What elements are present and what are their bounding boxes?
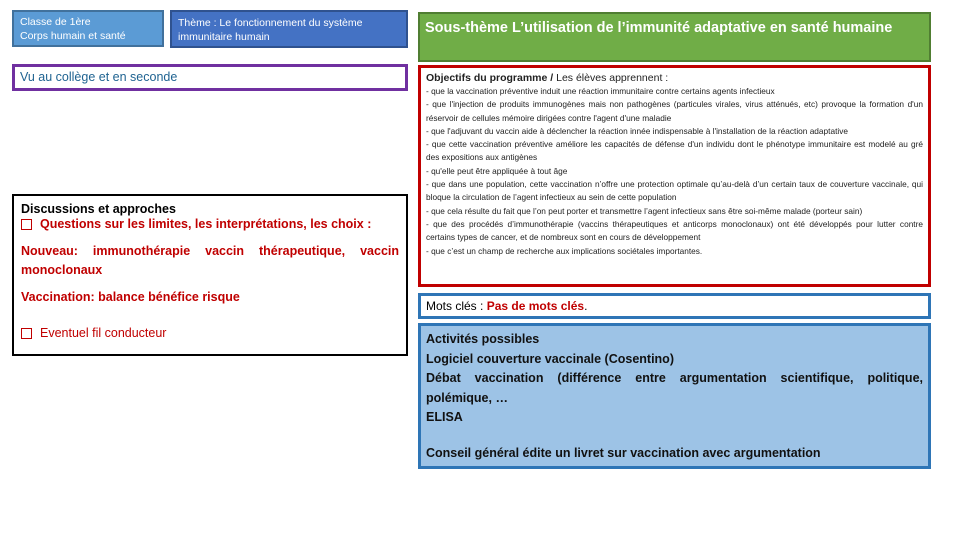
activite-conseil: Conseil général édite un livret sur vaccination avec argumentation: [426, 445, 821, 460]
objectif-item: - que la vaccination préventive induit une réaction immunitaire contre certains agents infectieux: [426, 86, 775, 96]
objectif-item: - que cette vaccination préventive améliore les capacités de défense d'un individu dont le phénotype immunitaire est modelé au gré des expositions aux antigènes: [426, 139, 923, 163]
vu-college-text: Vu au collège et en seconde: [20, 70, 178, 84]
objectifs-box: [418, 65, 931, 287]
questions-text: Questions sur les limites, les interprétations, les choix :: [40, 217, 372, 231]
fil-text: Eventuel fil conducteur: [40, 326, 167, 340]
mots-cles-end: .: [584, 299, 588, 313]
objectif-item: - que l'injection de produits immunogènes mais non pathogènes (particules virales, virus atténués, etc) provoque la formation d'un réservoir de cellules mémoire dirigées contre l'agent d'une maladie: [426, 99, 923, 123]
objectif-item: - que des procédés d’immunothérapie (vaccins thérapeutiques et anticorps monoclonaux) ont été développés pour lutter contre certains types de cancer, et de nombreux sont en cours de développement: [426, 218, 923, 243]
activites-box: [418, 323, 931, 469]
objectif-item: - que c’est un champ de recherche aux implications sociétales importantes.: [426, 245, 703, 256]
objectifs-title: Objectifs du programme /: [426, 72, 554, 84]
mots-cles-value: Pas de mots clés: [486, 299, 585, 313]
theme-box: [170, 10, 408, 48]
discussions-vaccination: Vaccination: balance bénéfice risque: [21, 290, 240, 304]
objectifs-subtitle: Les élèves apprennent :: [553, 72, 669, 84]
mots-cles-label: Mots clés :: [426, 299, 487, 313]
discussions-box: [12, 194, 408, 356]
objectifs-heading: [426, 71, 923, 85]
objectif-item: - que l'adjuvant du vaccin aide à déclencher la réaction innée indispensable à l'installation de la réaction adaptative: [426, 125, 848, 136]
classe-subject: Corps humain et santé: [20, 30, 126, 42]
objectif-item: - que cela résulte du fait que l’on peut porter et transmettre l’agent infectieux sans être soi-même malade (porteur sain): [426, 205, 863, 216]
mots-cles-box: [418, 293, 931, 319]
activite-item: ELISA: [426, 410, 463, 424]
activites-title: Activités possibles: [426, 332, 540, 346]
sous-theme-text: Sous-thème L’utilisation de l’immunité adaptative en santé humaine: [425, 20, 893, 36]
objectif-item: - que dans une population, cette vaccination n’offre une protection optimale qu’au-delà d’un certain taux de couverture vaccinale, qui bloque la circulation de l’agent infectieux au sein de cette population: [426, 179, 923, 203]
vu-college-box: [12, 64, 408, 91]
discussions-fil: [21, 326, 399, 340]
activite-item: Débat vaccination (différence entre argumentation scientifique, politique, polémique, …: [426, 371, 923, 405]
checkbox-icon: [21, 328, 32, 339]
objectif-item: - qu'elle peut être appliquée à tout âge: [426, 165, 568, 176]
theme-text: Thème : Le fonctionnement du système immunitaire humain: [178, 17, 363, 43]
discussions-title: Discussions et approches: [21, 202, 176, 216]
classe-box: [12, 10, 164, 47]
activite-item: Logiciel couverture vaccinale (Cosentino): [426, 351, 674, 366]
checkbox-icon: [21, 219, 32, 230]
classe-level: Classe de 1ère: [20, 16, 91, 28]
sous-theme-box: [418, 12, 931, 62]
discussions-nouveau: Nouveau: immunothérapie vaccin thérapeutique, vaccin monoclonaux: [21, 244, 399, 277]
discussions-questions: [21, 217, 399, 231]
